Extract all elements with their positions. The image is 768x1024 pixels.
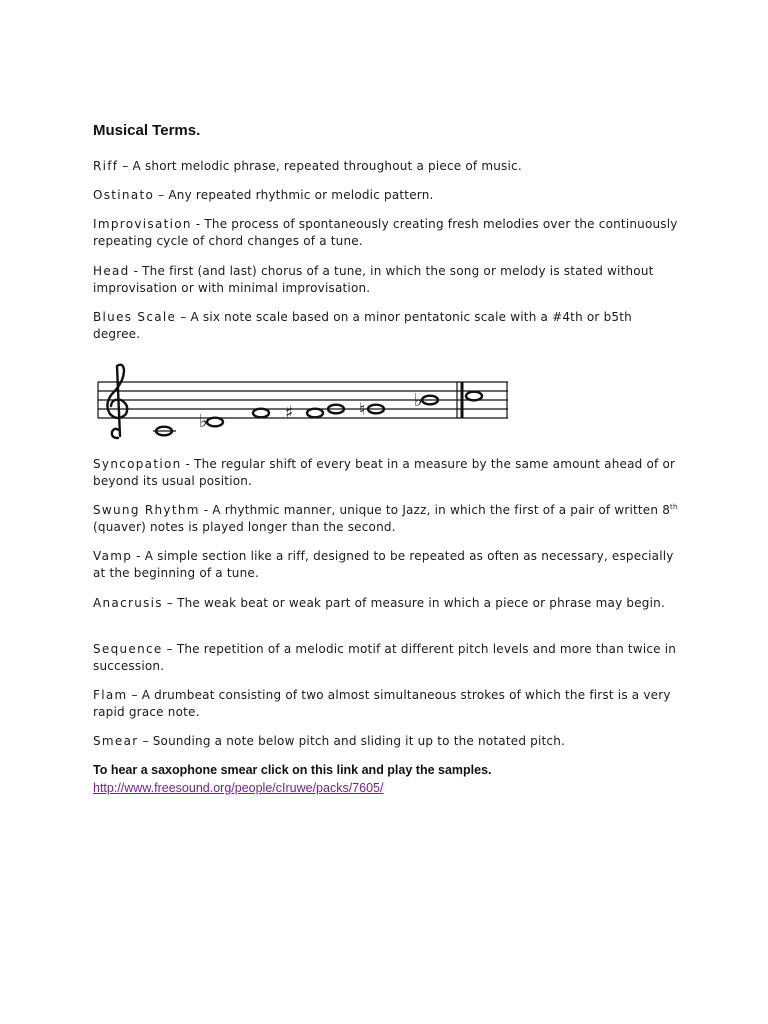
flat-icon: ♭ (199, 411, 208, 432)
term-name: Improvisation (93, 217, 192, 231)
term-definition: – A six note scale based on a minor pentatonic scale with a #4th or b5th degree. (93, 310, 632, 341)
term-entry-improvisation (93, 216, 683, 249)
freesound-link[interactable]: http://www.freesound.org/people/cIruwe/packs/7605/ (93, 781, 384, 795)
term-name: Vamp (93, 549, 133, 563)
term-definition: – The weak beat or weak part of measure in which a piece or phrase may begin. (162, 596, 665, 610)
term-definition: - The process of spontaneously creating fresh melodies over the continuously repeating cycle of chord changes of a tune. (93, 217, 678, 248)
term-name: Blues Scale (93, 310, 177, 324)
term-definition: – Any repeated rhythmic or melodic pattern. (154, 188, 434, 202)
ordinal-suffix: th (670, 503, 678, 511)
term-entry-vamp (93, 548, 683, 581)
term-entry-syncopation (93, 456, 683, 489)
term-definition: - A rhythmic manner, unique to Jazz, in which the first of a pair of written 8 (199, 503, 671, 517)
note-e-flat (207, 418, 223, 427)
term-entry-flam (93, 687, 683, 720)
term-name: Flam (93, 688, 128, 702)
note-f (253, 409, 269, 418)
term-definition: – Sounding a note below pitch and sliding it up to the notated pitch. (138, 734, 566, 748)
term-name: Anacrusis (93, 596, 163, 610)
term-definition: – The repetition of a melodic motif at different pitch levels and more than twice in succession. (93, 642, 677, 673)
term-definition: - The regular shift of every beat in a measure by the same amount ahead of or beyond its usual position. (93, 457, 676, 488)
term-entry-ostinato (93, 187, 683, 204)
smear-instruction: To hear a saxophone smear click on this link and play the samples. (93, 763, 492, 777)
term-entry-smear (93, 733, 683, 750)
term-entry-blues-scale (93, 309, 683, 342)
term-name: Ostinato (93, 188, 155, 202)
term-definition-cont: (quaver) notes is played longer than the second. (93, 519, 396, 534)
term-entry-swung-rhythm (93, 502, 683, 535)
term-entry-riff (93, 158, 683, 175)
term-name: Smear (93, 734, 139, 748)
term-definition: – A short melodic phrase, repeated throughout a piece of music. (118, 159, 522, 173)
term-name: Syncopation (93, 457, 182, 471)
term-definition: - A simple section like a riff, designed to be repeated as often as necessary, especially at the beginning of a tune. (93, 549, 674, 580)
term-entry-head (93, 263, 683, 296)
term-entry-anacrusis (93, 595, 683, 612)
note-f-sharp (307, 409, 323, 418)
sharp-icon: ♯ (285, 403, 294, 423)
term-definition: – A drumbeat consisting of two almost simultaneous strokes of which the first is a very rapid grace note. (93, 688, 671, 719)
treble-clef-icon (107, 365, 127, 438)
flat-icon: ♭ (414, 390, 423, 411)
blues-scale-staff (96, 360, 516, 442)
term-definition: - The first (and last) chorus of a tune, in which the song or melody is stated without improvisation or with minimal improvisation. (93, 264, 654, 295)
term-name: Head (93, 264, 130, 278)
term-name: Riff (93, 159, 119, 173)
note-c-high (466, 392, 482, 401)
term-name: Sequence (93, 642, 163, 656)
natural-icon: ♮ (359, 400, 366, 420)
term-name: Swung Rhythm (93, 503, 200, 517)
page-title: Musical Terms. (93, 122, 201, 139)
term-entry-sequence (93, 641, 683, 674)
